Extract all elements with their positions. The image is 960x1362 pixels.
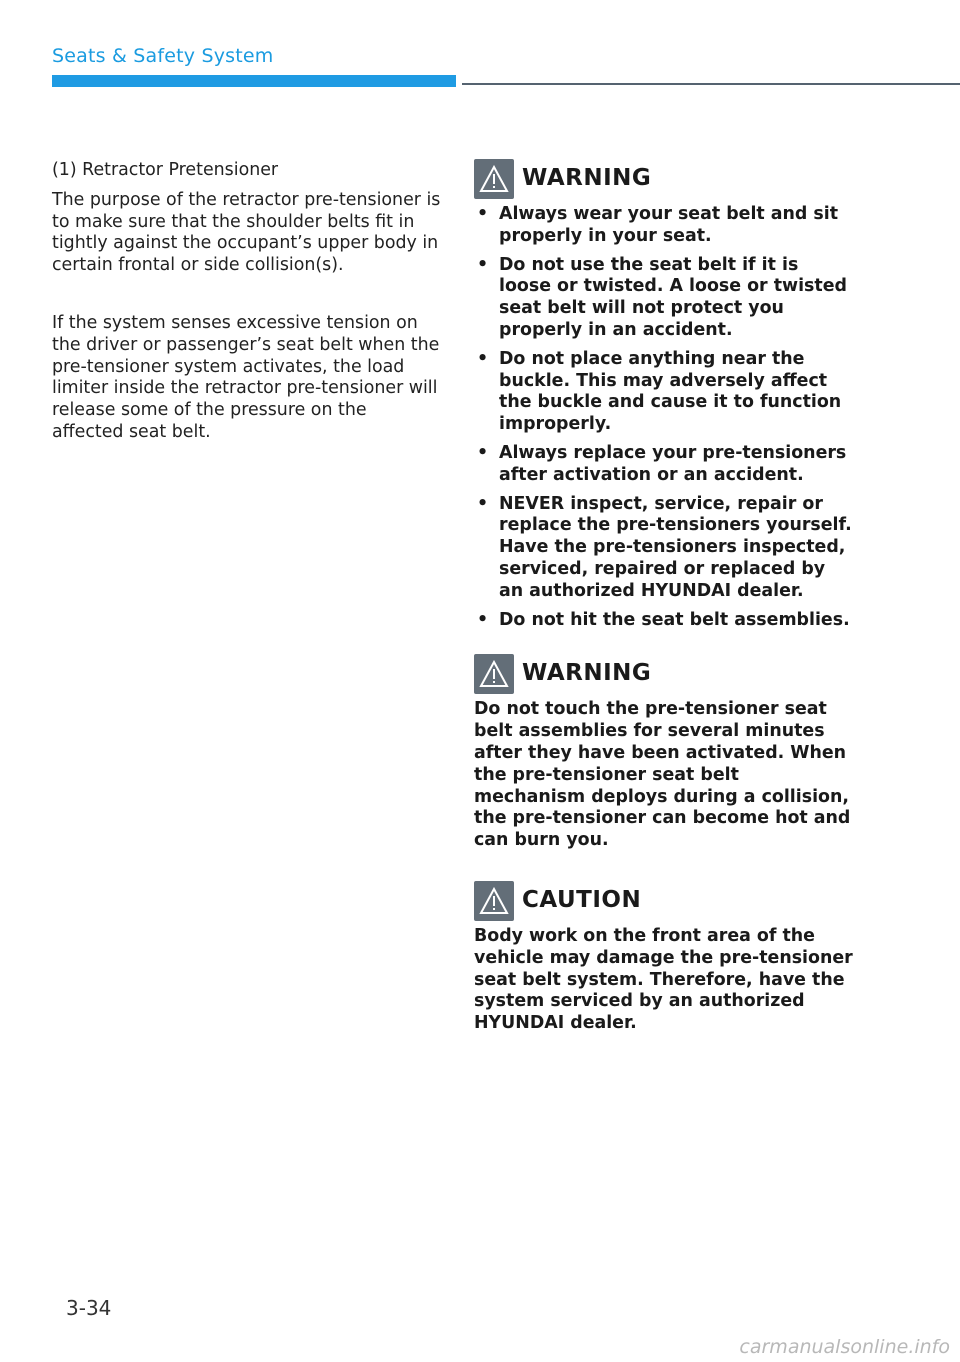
caution-text: Body work on the front area of the vehicle may damage the pre-tensioner seat belt system. Therefore, have the system serviced by an authorized HYUNDAI dealer. xyxy=(474,925,853,1034)
subsection-heading: (1) Retractor Pretensioner xyxy=(52,160,279,180)
warning-triangle-icon xyxy=(474,881,514,921)
list-item-text: Do not use the seat belt if it is loose or twisted. A loose or twisted seat belt will not protect you properly in an accident. xyxy=(499,254,847,340)
warning-box-header xyxy=(474,653,854,695)
right-column xyxy=(474,158,854,1063)
list-item-text: Always wear your seat belt and sit properly in your seat. xyxy=(499,204,839,246)
list-item-text: Do not place anything near the buckle. This may adversely affect the buckle and cause it to function improperly. xyxy=(499,348,842,435)
bullet: • xyxy=(477,442,489,463)
header-accent-bar xyxy=(52,75,456,87)
warning-text: Do not touch the pre-tensioner seat belt assemblies for several minutes after they have been activated. When the pre-tensioner seat belt mechanism deploys during a collision, the pre-tensioner can become hot and can burn you. xyxy=(474,699,851,851)
bullet: • xyxy=(477,204,489,224)
warning-box-header xyxy=(474,158,854,200)
paragraph: If the system senses excessive tension on the driver or passenger’s seat belt when the pre-tensioner system activates, the load limiter inside the retractor pre-tensioner will release some of the pressure on the affected seat belt. xyxy=(52,312,440,442)
bullet: • xyxy=(477,254,489,275)
list-item xyxy=(474,349,854,436)
list-item xyxy=(474,494,854,603)
caution-box-header xyxy=(474,880,854,922)
warning-triangle-icon xyxy=(474,654,514,694)
watermark: carmanualsonline.info xyxy=(739,1336,950,1358)
list-item-text: Do not hit the seat belt assemblies. xyxy=(499,609,850,630)
paragraph: The purpose of the retractor pre-tensioner is to make sure that the shoulder belts fit in tightly against the occupant’s upper body in certain frontal or side collision(s). xyxy=(52,189,441,276)
page-number: 3-34 xyxy=(66,1296,112,1320)
section-title: Seats & Safety System xyxy=(52,45,274,67)
left-column xyxy=(52,160,442,480)
list-item xyxy=(474,255,854,342)
warning-label: WARNING xyxy=(522,165,652,192)
list-item xyxy=(474,443,854,487)
warning-label: WARNING xyxy=(522,660,652,687)
bullet: • xyxy=(477,609,489,630)
header-divider xyxy=(462,83,960,85)
bullet: • xyxy=(477,348,489,369)
caution-label: CAUTION xyxy=(522,887,642,914)
warning-list xyxy=(474,204,854,631)
list-item-text: Always replace your pre-tensioners after activation or an accident. xyxy=(499,442,847,485)
bullet: • xyxy=(477,493,489,514)
warning-triangle-icon xyxy=(474,159,514,199)
list-item-text: NEVER inspect, service, repair or replace the pre-tensioners yourself. Have the pre-tensioners inspected, serviced, repaired or replaced by an authorized HYUNDAI dealer. xyxy=(499,493,852,601)
list-item xyxy=(474,204,854,248)
list-item xyxy=(474,610,854,632)
